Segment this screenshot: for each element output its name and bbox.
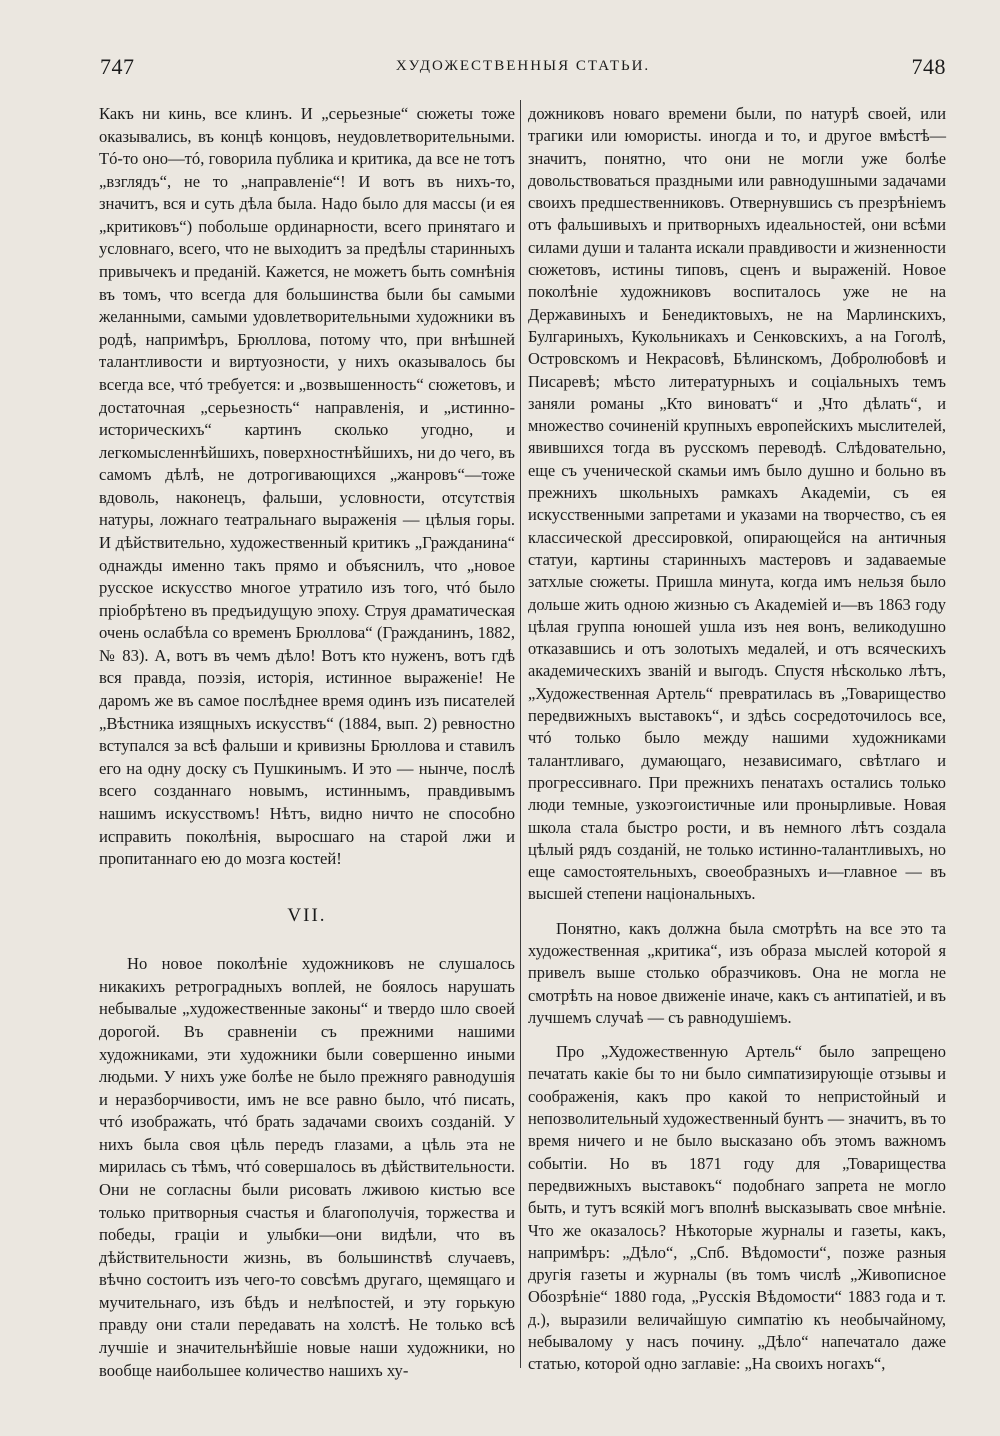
paragraph: Про „Художественную Артель“ было запрещено печатать какіе бы то ни было симпатизирующіе отзывы и соображенія, какъ про какой то непристойный и непозволительный художественный бунтъ — значитъ, въ то время ничего и не было высказано объ этомъ важномъ событіи. Но въ 1871 году для „Товарищества передвижныхъ выставокъ“ подобнаго запрета не могло быть, и тутъ всякій могъ вполнѣ высказывать свое мнѣніе. Что же оказалось? Нѣкоторые журналы и газеты, какъ, напримѣръ: „Дѣло“, „Спб. Вѣдомости“, позже разныя другія газеты и журналы (въ томъ числѣ „Живописное Обозрѣніе“ 1880 года, „Русскія Вѣдомости“ 1883 года и т. д.), выразили величайшую симпатію къ необычайному, небывалому у насъ почину. „Дѣло“ напечатало даже статью, которой одно заглавіе: „На своихъ ногахъ“, xyxy=(528,1042,946,1374)
page-header xyxy=(100,54,946,88)
running-title: ХУДОЖЕСТВЕННЫЯ СТАТЬИ. xyxy=(395,58,651,74)
paragraph: Какъ ни кинь, все клинъ. И „серьезные“ сюжеты тоже оказывались, въ концѣ концовъ, неудовлетворительными. Тó-то оно—тó, говорила публика и критика, да все не тотъ „взглядъ“, не то „направленіе“! И вотъ въ нихъ-то, значитъ, вся и суть дѣла была. Надо было для массы (и ея „критиковъ“) побольше ординарности, всего принятаго и условнаго, всего, что не выходитъ за предѣлы старинныхъ привычекъ и преданій. Кажется, не можетъ быть сомнѣнія въ томъ, что всегда для большинства были бы самыми желанными, самыми удовлетворительными художники въ родѣ, напримѣръ, Брюллова, потому что, при внѣшней талантливости и виртуозности, у нихъ оказывалось бы всегда все, чтó требуется: и „возвышенность“ сюжетовъ, и достаточная „серьезность“ направленія, и „истинно-историческихъ“ картинъ сколько угодно, и легкомысленнѣйшихъ, поверхностнѣйшихъ, ни до чего, въ самомъ дѣлѣ, не дотрогивающихся „жанровъ“—тоже вдоволь, наконецъ, фальши, условности, отсутствія натуры, ложнаго театральнаго выраженія — цѣлыя горы. И дѣйствительно, художественный критикъ „Гражданина“ однажды именно такъ прямо и объяснилъ, что „новое русское искусство многое утратило изъ того, чтó было пріобрѣтено въ предъидущую эпоху. Струя драматическая очень ослабѣла со временъ Брюллова“ (Гражданинъ, 1882, № 83). А, вотъ въ чемъ дѣло! Вотъ кто нуженъ, вотъ гдѣ вся правда, поэзія, исторія, истинное выраженіе! Не даромъ же въ самое послѣднее время одинъ изъ писателей „Вѣстника изящныхъ искусствъ“ (1884, вып. 2) ревностно вступался за всѣ фальши и кривизны Брюллова и ставилъ его на одну доску съ Пушкинымъ. И это — нынче, послѣ всего созданнаго новымъ, истиннымъ, правдивымъ нашимъ искусствомъ! Нѣтъ, видно ничто не способно исправить поколѣнія, выросшаго на старой лжи и пропитаннаго ею до мозга костей! xyxy=(99,104,515,869)
right-column xyxy=(528,103,946,1393)
column-divider xyxy=(520,100,521,1368)
paragraph: Но новое поколѣніе художниковъ не слушалось никакихъ ретроградныхъ воплей, не боялось нарушать небывалые „художественные законы“ и твердо шло своей дорогой. Въ сравненіи съ прежними нашими художниками, эти художники были совершенно иными людьми. У нихъ уже болѣе не было прежняго равнодушія и неразборчивости, имъ не все равно было, чтó писать, чтó изображать, чтó брать задачами своихъ созданій. У нихъ была своя цѣль передъ глазами, а цѣль эта не мирилась съ тѣмъ, чтó совершалось въ дѣйствительности. Они не согласны были рисовать лживою кистью все только притворныя счастья и благополучія, торжества и победы, граціи и улыбки—они видѣли, что въ дѣйствительности жизнь, въ большинствѣ случаевъ, вѣчно состоитъ изъ чего-то совсѣмъ другаго, щемящаго и мучительнаго, изъ бѣдъ и нелѣпостей, и эту горькую правду они стали передавать на холстѣ. Не только всѣ лучшіе и значительнѣйшіе новые наши художники, но вообще наибольшее количество нашихъ ху- xyxy=(99,954,515,1380)
left-column xyxy=(99,103,515,1393)
page-number-left: 747 xyxy=(100,54,135,79)
paragraph: дожниковъ новаго времени были, по натурѣ своей, или трагики или юмористы. иногда и то, и другое вмѣстѣ—значитъ, понятно, что они не могли уже болѣе довольствоваться праздными или равнодушными задачами своихъ предшественниковъ. Отвернувшись съ презрѣніемъ отъ фальшивыхъ и притворныхъ идеальностей, они всѣми силами души и таланта искали правдивости и жизненности сюжетовъ, истины типовъ, сценъ и выраженій. Новое поколѣніе художниковъ воспиталось уже не на Державиныхъ и Бенедиктовыхъ, не на Марлинскихъ, Булгариныхъ, Кукольникахъ и Сенковскихъ, а на Гоголѣ, Островскомъ и Некрасовѣ, Бѣлинскомъ, Добролюбовѣ и Писаревѣ; мѣсто литературныхъ и соціальныхъ темъ заняли романы „Кто виноватъ“ и „Что дѣлать“, и множество сочиненій крупныхъ европейскихъ мыслителей, явившихся тогда въ русскомъ переводѣ. Слѣдовательно, еще съ ученической скамьи имъ было душно и больно въ прежнихъ школьныхъ рамкахъ Академіи, съ ея искусственными запретами и указами на творчество, съ ея классической дрессировкой, опирающейся на античныя статуи, картины старинныхъ мастеровъ и задаваемые затхлые сюжеты. Пришла минута, когда имъ нельзя было дольше жить одною жизнью съ Академіей и—въ 1863 году цѣлая группа юношей ушла изъ нея вонъ, великодушно отказавшись и отъ золотыхъ медалей, и отъ всяческихъ академическихъ званій и выгодъ. Спустя нѣсколько лѣтъ, „Художественная Артель“ превратилась въ „Товарищество передвижныхъ выставокъ“, и здѣсь сосредоточилось все, чтó только было между нашими художниками талантливаго, думающаго, независимаго, свѣтлаго и прогрессивнаго. При прежнихъ пенатахъ остались только люди темные, узкоэгоистичные или пронырливые. Новая школа стала быстро рости, и въ немного лѣтъ создала цѣлый рядъ созданій, не только истинно-талантливыхъ, но еще самостоятельныхъ, своеобразныхъ и—главное — въ высшей степени національныхъ. xyxy=(528,104,946,904)
page-number-right: 748 xyxy=(911,54,946,79)
section-heading: VII. xyxy=(287,904,327,926)
paragraph: Понятно, какъ должна была смотрѣть на все это та художественная „критика“, изъ образа мыслей которой я привелъ выше столько образчиковъ. Она не могла не смотрѣть на новое движеніе иначе, какъ съ антипатіей, и въ лучшемъ случаѣ — съ равнодушіемъ. xyxy=(528,918,946,1027)
